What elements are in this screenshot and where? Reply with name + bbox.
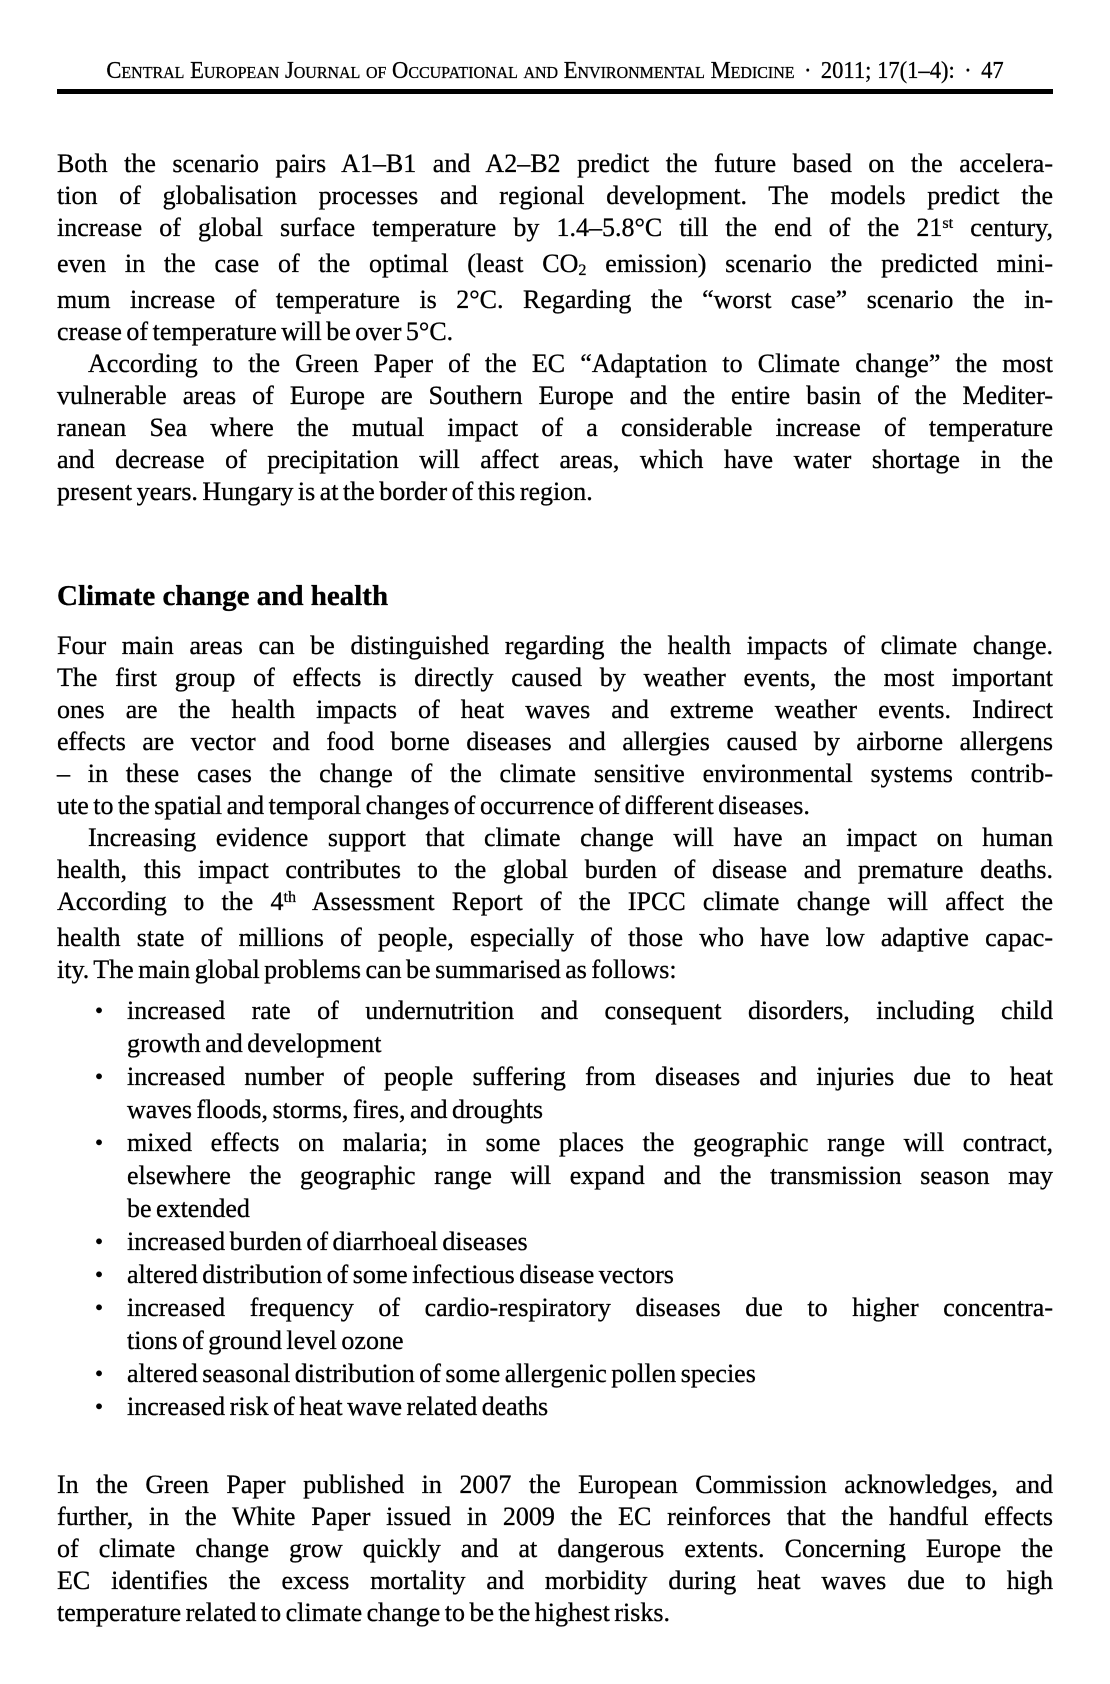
text-line: increased rate of undernutrition and consequent disorders, including child <box>127 996 1053 1025</box>
superscript: th <box>283 888 297 906</box>
bullet-item <box>57 1258 1053 1291</box>
text-line: In the Green Paper published in 2007 the European Commission acknowledges, and <box>57 1470 1053 1499</box>
bullet-text <box>127 1126 1053 1225</box>
bullet-item <box>57 1060 1053 1126</box>
bullet-text <box>127 1390 1053 1423</box>
page-content <box>0 56 1110 1629</box>
journal-title: Central European Journal of Occupational and Environmental Medicine <box>106 58 795 84</box>
text-line: crease of temperature will be over 5°C. <box>57 317 454 346</box>
bullet-item <box>57 1390 1053 1423</box>
text-line: – in these cases the change of the climate sensitive environmental systems contrib- <box>57 759 1053 788</box>
page-number: 47 <box>981 58 1004 84</box>
bullet-icon: • <box>95 998 104 1023</box>
separator-dot: · <box>964 58 972 84</box>
text-line: Four main areas can be distinguished regarding the health impacts of climate change. <box>57 631 1053 660</box>
text-line: According to the 4th Assessment Report of the IPCC climate change will affect the <box>57 887 1053 916</box>
text-line: mixed effects on malaria; in some places the geographic range will contract, <box>127 1128 1053 1157</box>
text-line: EC identifies the excess mortality and morbidity during heat waves due to high <box>57 1566 1053 1595</box>
text-line: Both the scenario pairs A1–B1 and A2–B2 predict the future based on the accelera- <box>57 149 1053 178</box>
paragraph <box>57 822 1053 986</box>
bullet-text <box>127 994 1053 1060</box>
running-head <box>87 56 1023 86</box>
superscript: st <box>942 214 954 232</box>
bullet-text <box>127 1225 1053 1258</box>
text-line: even in the case of the optimal (least $CO_2$ emission) scenario the predicted mini- <box>57 249 1053 280</box>
bullet-item <box>57 994 1053 1060</box>
text-line: vulnerable areas of Europe are Southern Europe and the entire basin of the Mediter- <box>57 381 1053 410</box>
text-line: According to the Green Paper of the EC “Adaptation to Climate change” the most <box>88 349 1053 378</box>
text-line: altered seasonal distribution of some allergenic pollen species <box>127 1359 756 1388</box>
bullet-icon: • <box>95 1130 104 1155</box>
bullet-text <box>127 1357 1053 1390</box>
text-line: health state of millions of people, especially of those who have low adaptive capac- <box>57 923 1053 952</box>
text-line: health, this impact contributes to the global burden of disease and premature deaths. <box>57 855 1053 884</box>
paragraph <box>57 148 1053 348</box>
bullet-text <box>127 1291 1053 1357</box>
text-line: increased burden of diarrhoeal diseases <box>127 1227 528 1256</box>
text-line: ity. The main global problems can be summarised as follows: <box>57 955 677 984</box>
text-line: tion of globalisation processes and regional development. The models predict the <box>57 181 1053 210</box>
bullet-icon: • <box>95 1229 104 1254</box>
bullet-icon: • <box>95 1295 104 1320</box>
text-line: increased number of people suffering from diseases and injuries due to heat <box>127 1062 1053 1091</box>
text-line: of climate change grow quickly and at dangerous extents. Concerning Europe the <box>57 1534 1053 1563</box>
bullet-text <box>127 1060 1053 1126</box>
bullet-item <box>57 1357 1053 1390</box>
paragraph <box>57 348 1053 508</box>
text-line: temperature related to climate change to be the highest risks. <box>57 1598 670 1627</box>
bullet-item <box>57 1225 1053 1258</box>
text-line: increased frequency of cardio-respiratory diseases due to higher concentra- <box>127 1293 1053 1322</box>
text-line: elsewhere the geographic range will expand and the transmission season may <box>127 1161 1053 1190</box>
bullet-item <box>57 1291 1053 1357</box>
text-line: Increasing evidence support that climate change will have an impact on human <box>88 823 1053 852</box>
article-body <box>57 148 1053 1629</box>
text-line: further, in the White Paper issued in 2009 the EC reinforces that the handful effects <box>57 1502 1053 1531</box>
bullet-list <box>57 994 1053 1423</box>
subscript: 2 <box>578 262 587 280</box>
text-line: increased risk of heat wave related deaths <box>127 1392 549 1421</box>
citation: 2011; 17(1–4): <box>820 58 955 84</box>
paragraph <box>57 630 1053 822</box>
text-line: present years. Hungary is at the border of this region. <box>57 477 593 506</box>
text-line: waves floods, storms, fires, and droughts <box>127 1095 544 1124</box>
text-line: and decrease of precipitation will affect areas, which have water shortage in the <box>57 445 1053 474</box>
text-line: mum increase of temperature is 2°C. Regarding the “worst case” scenario the in- <box>57 285 1053 314</box>
text-line: altered distribution of some infectious disease vectors <box>127 1260 674 1289</box>
separator-dot: · <box>803 58 812 84</box>
bullet-item <box>57 1126 1053 1225</box>
bullet-icon: • <box>95 1361 104 1386</box>
text-line: growth and development <box>127 1029 382 1058</box>
text-line: ranean Sea where the mutual impact of a considerable increase of temperature <box>57 413 1053 442</box>
header-rule <box>57 89 1053 94</box>
text-line: tions of ground level ozone <box>127 1326 404 1355</box>
text-line: The first group of effects is directly caused by weather events, the most important <box>57 663 1053 692</box>
bullet-text <box>127 1258 1053 1291</box>
bullet-icon: • <box>95 1064 104 1089</box>
bullet-icon: • <box>95 1262 104 1287</box>
text-line: effects are vector and food borne diseases and allergies caused by airborne allergens <box>57 727 1053 756</box>
text-line: ones are the health impacts of heat waves and extreme weather events. Indirect <box>57 695 1053 724</box>
bullet-icon: • <box>95 1394 104 1419</box>
paragraph <box>57 1469 1053 1629</box>
text-line: ute to the spatial and temporal changes of occurrence of different diseases. <box>57 791 810 820</box>
text-line: increase of global surface temperature by 1.4–5.8°C till the end of the 21st century, <box>57 213 1053 242</box>
text-line: be extended <box>127 1194 250 1223</box>
section-heading: Climate change and health <box>57 580 389 612</box>
